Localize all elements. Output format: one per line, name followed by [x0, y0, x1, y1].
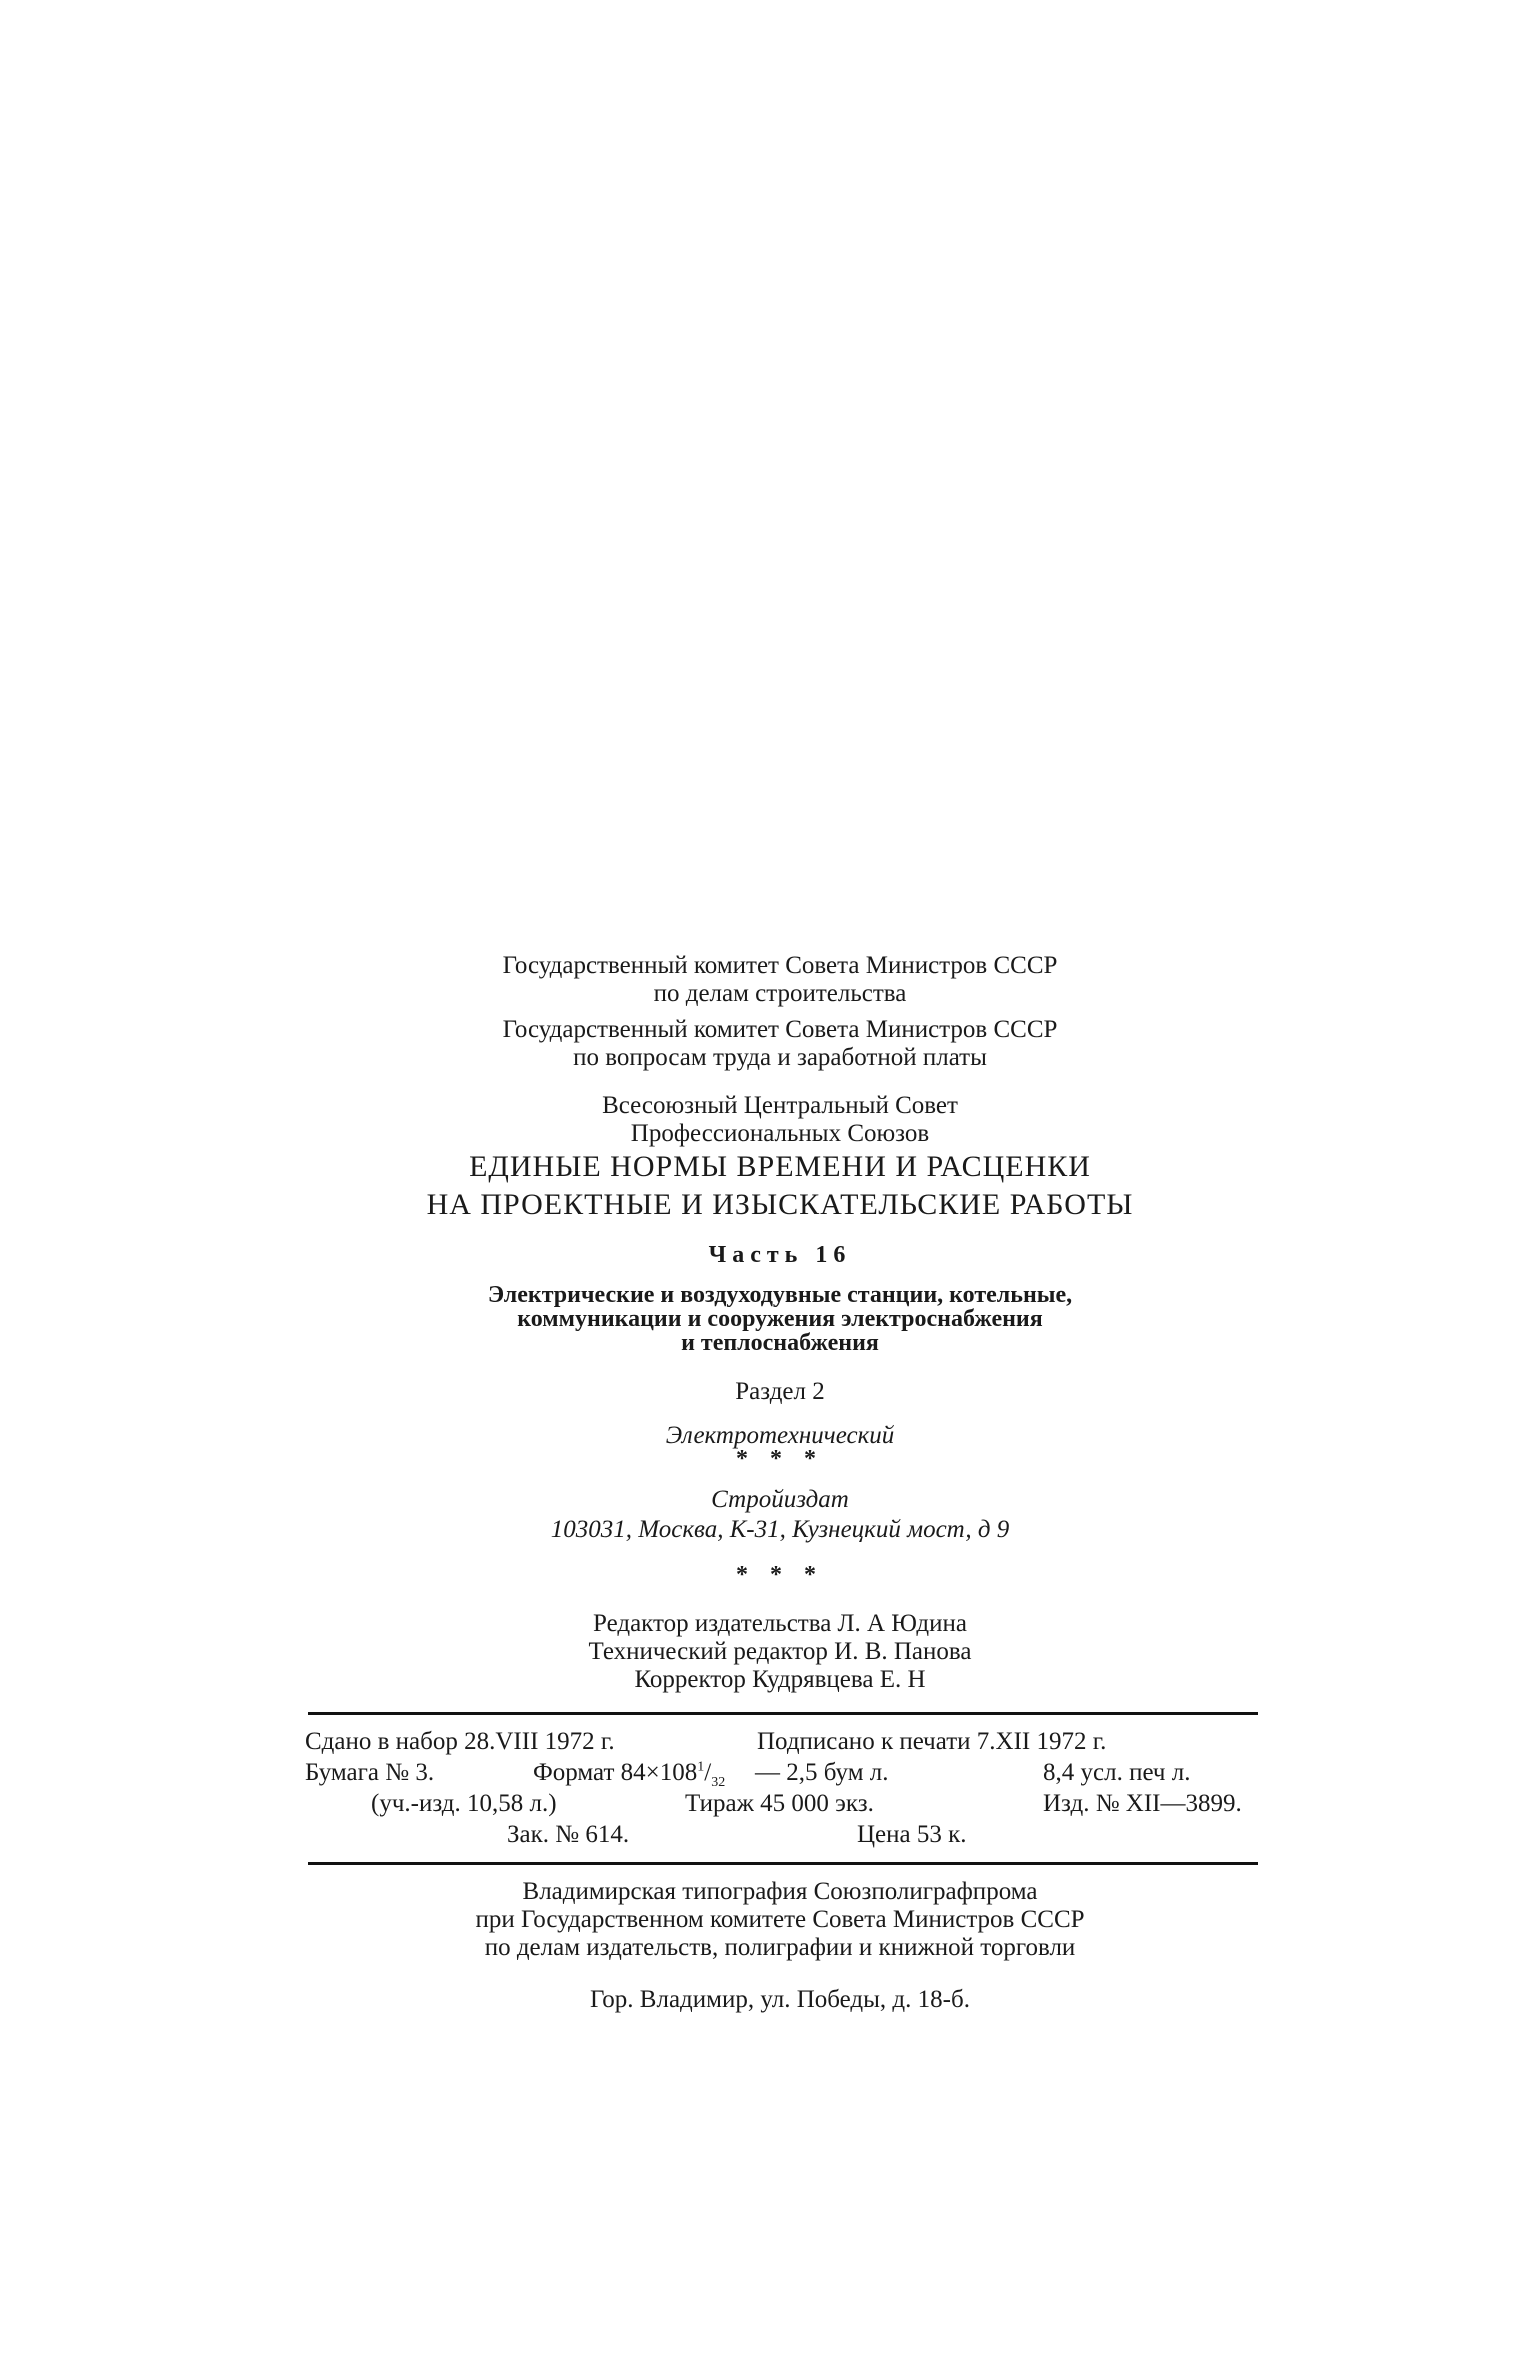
- document-title: [300, 1148, 1260, 1224]
- printer-line-2: при Государственном комитете Совета Министров СССР: [475, 1906, 1085, 1933]
- imprint-paper: Бумага № 3.: [305, 1759, 435, 1786]
- part-subject-line-2: коммуникации и сооружения электроснабжения: [517, 1306, 1043, 1332]
- imprint-print-run: Тираж 45 000 экз.: [685, 1790, 874, 1817]
- publisher-address: 103031, Москва, К-31, Кузнецкий мост, д 9: [550, 1516, 1010, 1543]
- authority-1-line-2: по делам строительства: [653, 980, 907, 1007]
- issuing-authorities: [300, 950, 1260, 1150]
- authority-2-line-2: по вопросам труда и заработной платы: [573, 1044, 987, 1071]
- credits-line-3: Корректор Кудрявцева Е. Н: [634, 1666, 926, 1693]
- imprint-row-1: [305, 1728, 1265, 1759]
- imprint-sheets: — 2,5 бум л.: [755, 1759, 889, 1786]
- authority-3-line-2: Профессиональных Союзов: [630, 1120, 930, 1147]
- imprint-typeset-date: Сдано в набор 28.VIII 1972 г.: [305, 1728, 615, 1755]
- rule-bottom: [308, 1862, 1258, 1865]
- title-line-2: НА ПРОЕКТНЫЕ И ИЗЫСКАТЕЛЬСКИЕ РАБОТЫ: [426, 1188, 1134, 1221]
- printer-line-1: Владимирская типография Союзполиграфпрома: [522, 1878, 1038, 1905]
- imprint-print-sheets: 8,4 усл. печ л.: [1043, 1759, 1191, 1786]
- part-subject-line-1: Электрические и воздуходувные станции, котельные,: [487, 1282, 1073, 1308]
- credits-line-1: Редактор издательства Л. А Юдина: [593, 1610, 967, 1637]
- imprint-format-text: Формат 84×108: [533, 1759, 698, 1786]
- part-subject: [300, 1280, 1260, 1358]
- imprint-block: [305, 1728, 1265, 1852]
- authority-2-line-1: Государственный комитет Совета Министров СССР: [502, 1016, 1058, 1043]
- imprint-row-3: [305, 1790, 1265, 1821]
- imprint-signed-date: Подписано к печати 7.XII 1972 г.: [757, 1728, 1107, 1755]
- authority-1-line-1: Государственный комитет Совета Министров СССР: [502, 952, 1058, 979]
- imprint-row-4: [305, 1821, 1265, 1852]
- title-line-1: ЕДИНЫЕ НОРМЫ ВРЕМЕНИ И РАСЦЕНКИ: [469, 1150, 1091, 1183]
- imprint-price: Цена 53 к.: [857, 1821, 967, 1848]
- authority-3-line-1: Всесоюзный Центральный Совет: [602, 1092, 958, 1119]
- imprint-row-2: [305, 1759, 1265, 1790]
- imprint-format-sub: 32: [711, 1775, 726, 1790]
- imprint-publisher-sheets: (уч.-изд. 10,58 л.): [371, 1790, 557, 1817]
- credits-line-2: Технический редактор И. В. Панова: [588, 1638, 972, 1665]
- imprint-edition-number: Изд. № XII—3899.: [1043, 1790, 1242, 1817]
- section-label: Раздел 2: [735, 1378, 825, 1405]
- printer-address: Гор. Владимир, ул. Победы, д. 18-б.: [590, 1986, 970, 2013]
- credits: [300, 1608, 1260, 1696]
- rule-top: [308, 1712, 1258, 1715]
- imprint-order-number: Зак. № 614.: [507, 1821, 630, 1848]
- part-subject-line-3: и теплоснабжения: [681, 1330, 879, 1356]
- printer-block: [300, 1876, 1260, 1964]
- publisher-name: Стройиздат: [711, 1486, 849, 1513]
- section-name: Электротехнический: [665, 1422, 895, 1449]
- imprint-format-sup: 1: [697, 1759, 705, 1775]
- separator-1: * * *: [736, 1446, 824, 1472]
- part-label: Часть 16: [708, 1242, 852, 1268]
- imprint-format: Формат $84\times 108^1/_{32}$: [533, 1759, 726, 1790]
- printer-line-3: по делам издательств, полиграфии и книжной торговли: [484, 1934, 1076, 1961]
- separator-2: * * *: [736, 1562, 824, 1588]
